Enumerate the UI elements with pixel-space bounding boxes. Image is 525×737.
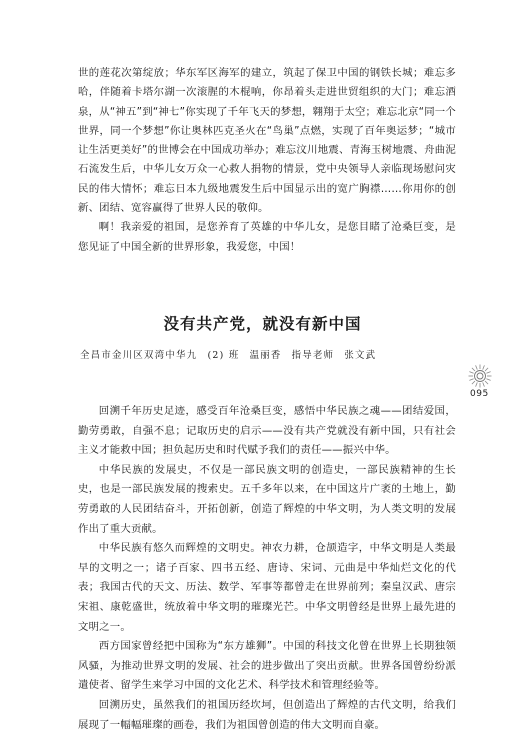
byline-class: (2) 班 xyxy=(207,350,240,361)
paragraph: 回溯历史，虽然我们的祖国历经坎坷，但创造出了辉煌的古代文明，给我们展现了一幅幅璀璨的画卷，我们为祖国曾创造的伟大文明而自豪。 xyxy=(78,698,456,731)
byline-student: 温丽香 xyxy=(249,350,282,361)
byline-school: 全昌市金川区双湾中华九 xyxy=(80,350,198,361)
byline-advisor: 张文武 xyxy=(344,350,377,361)
article-byline xyxy=(80,347,460,361)
previous-article-ending xyxy=(78,64,456,257)
paragraph: 中华民族有悠久而辉煌的文明史。神农力耕，仓颉造字，中华文明是人类最早的文明之一；诸子百家、四书五经、唐诗、宋词、元曲是中华灿烂文化的代表；我国古代的天文、历法、数学、军事等都曾走在世界前列；秦皇汉武、唐宗宋祖、康乾盛世，统放着中华文明的璀璨光芒。中华文明曾经是世界上最先进的文明之一。 xyxy=(78,542,456,633)
byline-advisor-label: 指导老师 xyxy=(291,350,335,361)
paragraph: 西方国家曾经把中国称为“东方雄狮”。中国的科技文化曾在世界上长期独领风骚，为推动世界文明的发展、社会的进步做出了突出贡献。世界各国曾纷纷派遣使者、留学生来学习中国的文化艺术、科学技术和管理经验等。 xyxy=(78,640,456,692)
page-number: 095 xyxy=(470,389,489,399)
sunburst-ornament-icon xyxy=(468,364,492,388)
paragraph: 回溯千年历史足迹，感受百年沧桑巨变，感悟中华民族之魂——团结爱国，勤劳勇敢，自强不息；记取历史的启示——没有共产党就没有新中国，只有社会主义才能救中国；担负起历史和时代赋予我们的责任——振兴中华。 xyxy=(78,405,456,457)
paragraph: 世的莲花次第绽放；华东军区海军的建立，筑起了保卫中国的钢铁长城；难忘多哈，伴随着卡塔尔湖一次滚腥的木棍响，你昂着头走进世贸组织的大门；难忘酒泉，从“神五”到“神七”你实现了千年飞天的梦想，翱翔于太空；难忘北京“同一个世界，同一个梦想”你让奥林匹克圣火在“鸟巢”点燃，实现了百年奥运梦；“城市让生活更美好”的世博会在中国成功举办；难忘汶川地震、青海玉树地震、舟曲泥石流发生后，中华儿女万众一心救人捐物的情景，党中央领导人亲临现场慰问灾民的伟大情怀；难忘日本九级地震发生后中国显示出的宽广胸襟……你用你的创新、团结、宽容赢得了世界人民的敬仰。 xyxy=(78,67,456,215)
article-body xyxy=(78,402,456,735)
paragraph: 中华民族的发展史，不仅是一部民族文明的创造史，一部民族精神的生长史，也是一部民族发展的搜索史。五千多年以来，在中国这片广袤的土地上，勤劳勇敢的人民团结奋斗，开拓创新，创造了辉煌的中华文明，为人类文明的发展作出了重大贡献。 xyxy=(78,463,456,535)
article-title: 没有共产党，就没有新中国 xyxy=(163,314,362,333)
paragraph: 啊！我亲爱的祖国，是您养育了英雄的中华儿女，是您目睹了沧桑巨变，是您见证了中国全新的世界形象，我爱您，中国！ xyxy=(78,221,456,253)
